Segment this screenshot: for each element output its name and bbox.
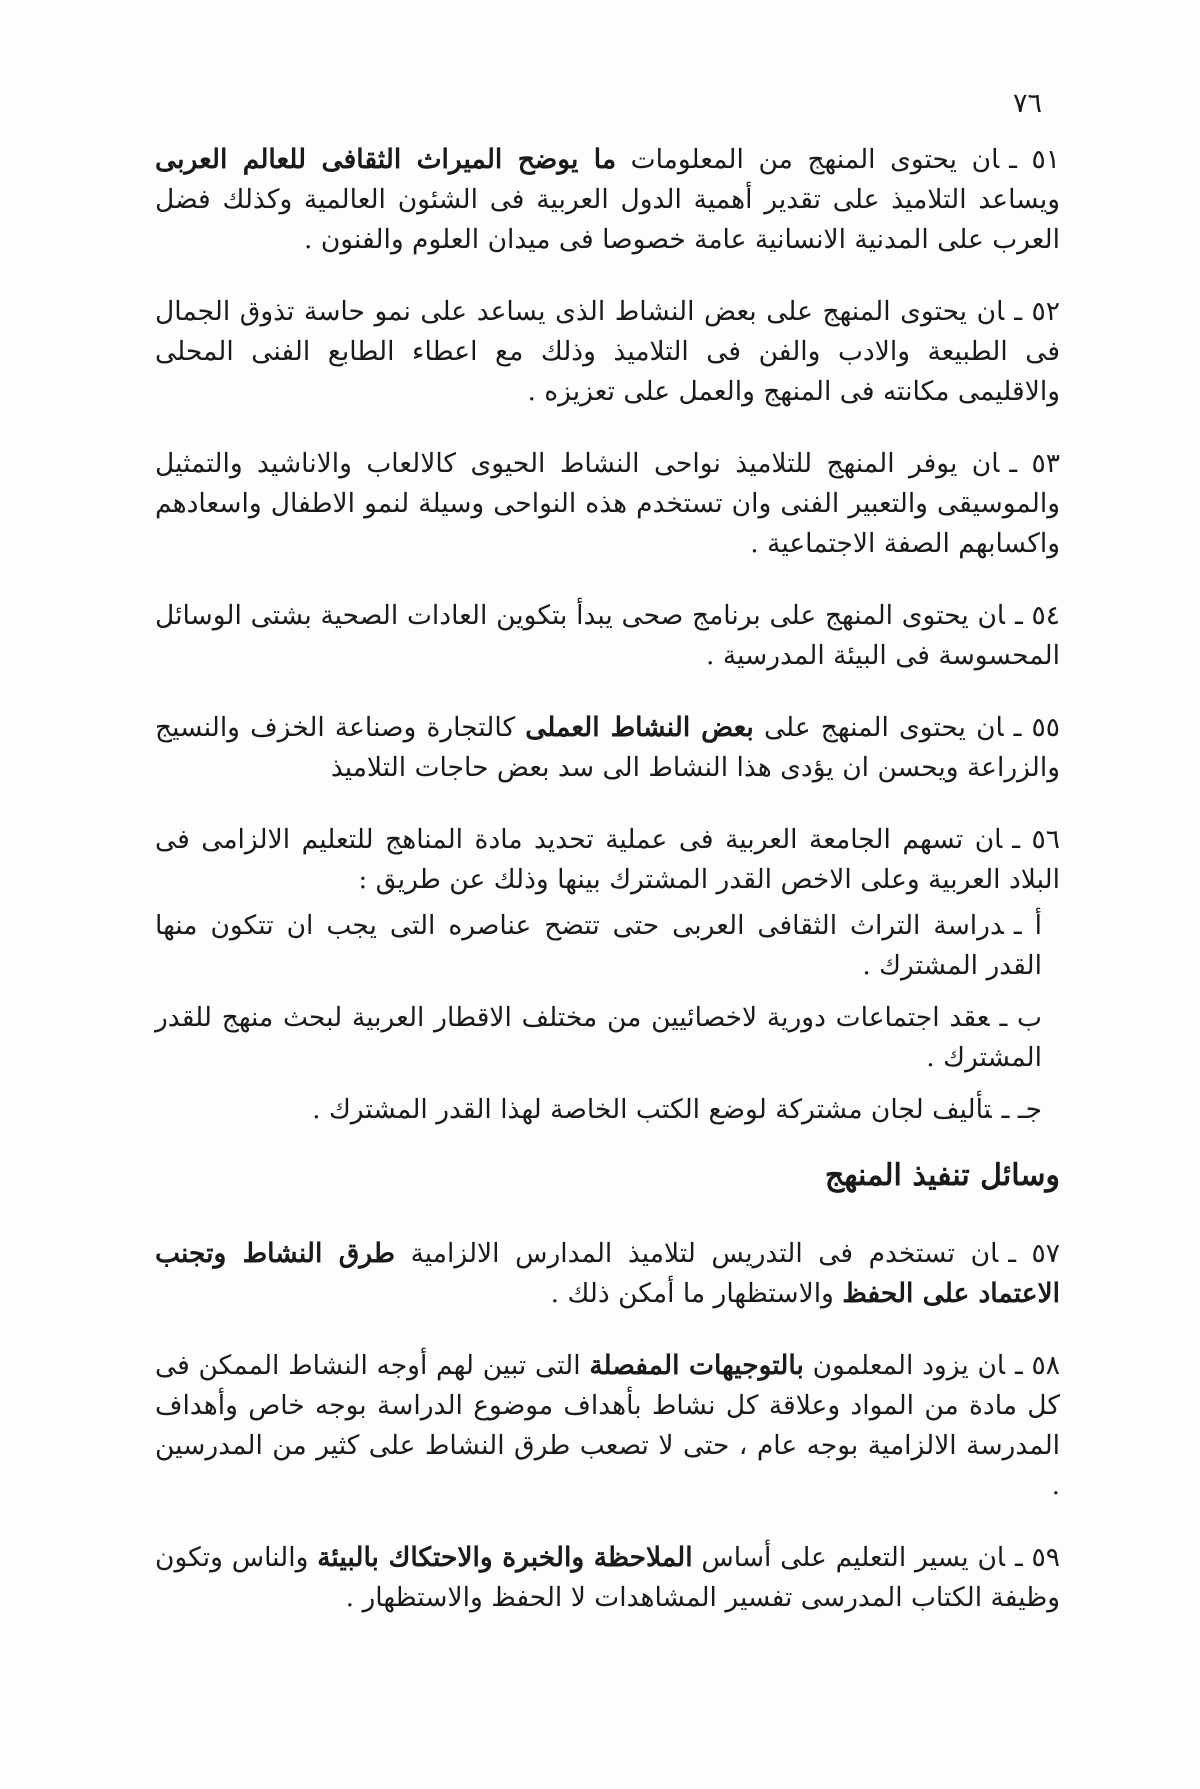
numbered-paragraph — [155, 1538, 1060, 1618]
paragraph-text: ان يحتوى المنهج على برنامج صحى يبدأ بتكوين العادات الصحية بشتى الوسائل المحسوسة فى البيئة المدرسية . — [155, 600, 1060, 671]
paragraph-number: ٥٨ ـ — [1015, 1350, 1061, 1381]
paragraph-number: ٥٧ ـ — [1008, 1238, 1060, 1269]
emphasized-text: بعض النشاط العملى — [525, 712, 754, 743]
section-heading: وسائل تنفيذ المنهج — [824, 1158, 1060, 1193]
page-number: ٧٦ — [1012, 88, 1042, 119]
paragraph-number: ٥٤ ـ — [1015, 600, 1060, 631]
paragraph-text: ويساعد التلاميذ على تقدير أهمية الدول العربية فى الشئون العالمية وكذلك فضل العرب على المدنية الانسانية عامة خصوصا فى ميدان العلوم والفنون . — [155, 184, 1060, 255]
numbered-paragraph — [155, 708, 1060, 788]
numbered-paragraph — [155, 820, 1060, 900]
sub-paragraph — [155, 1090, 1060, 1130]
paragraph-number: ٥٢ ـ — [1014, 296, 1061, 327]
numbered-paragraph — [155, 140, 1060, 260]
numbered-paragraph — [155, 444, 1060, 564]
sub-paragraph-text: تأليف لجان مشتركة لوضع الكتب الخاصة لهذا القدر المشترك . — [312, 1094, 992, 1125]
emphasized-text: الملاحظة والخبرة والاحتكاك بالبيئة — [317, 1542, 693, 1573]
sub-paragraph-text: عقد اجتماعات دورية لاخصائيين من مختلف الاقطار العربية لبحث منهج للقدر المشترك . — [155, 1002, 1042, 1073]
paragraph-text: ان تستخدم فى التدريس لتلاميذ المدارس الالزامية — [395, 1238, 999, 1269]
paragraph-text: والاستظهار ما أمكن ذلك . — [550, 1278, 843, 1309]
paragraph-text: ان يوفر المنهج للتلاميذ نواحى النشاط الحيوى كالالعاب والاناشيد والتمثيل والموسيقى والتعبير الفنى وان تستخدم هذه النواحى وسيلة لنمو الاطفال واسعادهم واكسابهم الصفة الاجتماعية . — [155, 448, 1060, 559]
numbered-paragraph — [155, 1234, 1060, 1314]
paragraph-number: ٥١ ـ — [1009, 144, 1061, 175]
paragraph-text: والناس وتكون وظيفة الكتاب المدرسى تفسير المشاهدات لا الحفظ والاستظهار . — [155, 1542, 1060, 1613]
paragraph-number: ٥٩ ـ — [1014, 1542, 1060, 1573]
numbered-paragraph — [155, 292, 1060, 412]
subitem-list — [155, 906, 1060, 1130]
paragraph-text: ان تسهم الجامعة العربية فى عملية تحديد مادة المناهج للتعليم الالزامى فى البلاد العربية وعلى الاخص القدر المشترك بينها وذلك عن طريق : — [155, 824, 1060, 895]
sub-paragraph-text: دراسة التراث الثقافى العربى حتى تتضح عناصره التى يجب ان تتكون منها القدر المشترك . — [155, 910, 1042, 981]
paragraph-text: ان يحتوى المنهج على بعض النشاط الذى يساعد على نمو حاسة تذوق الجمال فى الطبيعة والادب والفن فى التلاميذ وذلك مع اعطاء الطابع الفنى المحلى والاقليمى مكانته فى المنهج والعمل على تعزيزه . — [155, 296, 1060, 407]
paragraph-text: ان يحتوى المنهج من المعلومات — [616, 144, 1000, 175]
paragraph-text: كالتجارة وصناعة الخزف والنسيج والزراعة ويحسن ان يؤدى هذا النشاط الى سد بعض حاجات التلاميذ — [155, 712, 1060, 783]
paragraph-number: ٥٣ ـ — [1009, 448, 1060, 479]
sub-paragraph — [155, 998, 1060, 1078]
page-content — [155, 140, 1060, 1650]
sub-paragraph-letter: أ ـ — [1013, 910, 1042, 941]
paragraph-list-2 — [155, 1234, 1060, 1618]
paragraph-list — [155, 140, 1060, 900]
numbered-paragraph — [155, 596, 1060, 676]
paragraph-number: ٥٥ ـ — [1013, 712, 1060, 743]
sub-paragraph-letter: جـ ـ — [1001, 1094, 1042, 1125]
sub-paragraph — [155, 906, 1060, 986]
emphasized-text: ما يوضح الميراث الثقافى للعالم العربى — [155, 144, 617, 175]
sub-paragraph-letter: ب ـ — [999, 1002, 1042, 1033]
emphasized-text: بالتوجيهات المفصلة — [589, 1350, 804, 1381]
emphasized-text: طرق النشاط وتجنب الاعتماد على الحفظ — [155, 1238, 1060, 1309]
paragraph-text: ان يسير التعليم على أساس — [692, 1542, 1005, 1573]
paragraph-number: ٥٦ ـ — [1012, 824, 1061, 855]
numbered-paragraph — [155, 1346, 1060, 1506]
paragraph-text: ان يزود المعلمون — [803, 1350, 1006, 1381]
paragraph-text: ان يحتوى المنهج على — [753, 712, 1004, 743]
paragraph-text: التى تبين لهم أوجه النشاط الممكن فى كل مادة من المواد وعلاقة كل نشاط بأهداف موضوع الدراسة بوجه خاص وأهداف المدرسة الالزامية بوجه عام ، حتى لا تصعب طرق النشاط على كثير من المدرسين . — [155, 1350, 1060, 1501]
